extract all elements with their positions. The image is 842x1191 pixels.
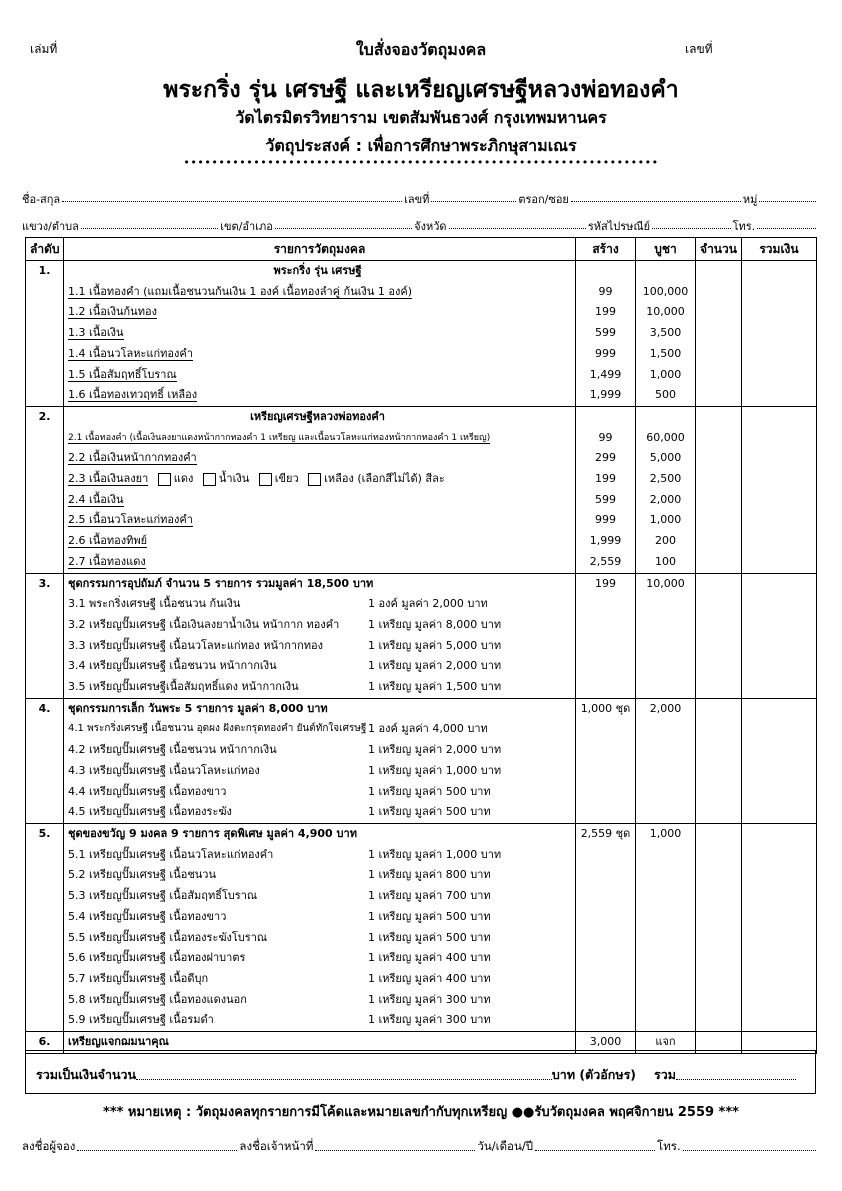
table-row [26,282,817,303]
made-count: 2,559 [576,552,636,573]
set-item-row [26,928,817,949]
set-item-value: 1 เหรียญ มูลค่า 500 บาท [368,909,491,923]
set-item-name: 5.7 เหรียญปั๊มเศรษฐี เนื้อดีบุก [68,971,209,985]
set-item-name: 3.4 เหรียญปั๊มเศรษฐี เนื้อชนวน หน้ากากเงิน [68,659,277,673]
set-item-name: 4.5 เหรียญปั๊มเศรษฐี เนื้อทองระฆัง [68,805,232,819]
item-name: 1.4 เนื้อนวโลหะแก่ทองคำ [68,346,193,360]
subdistrict-label: แขวง/ตำบล [22,220,79,233]
group-row-1 [26,261,817,282]
item-name: 2.2 เนื้อเงินหน้ากากทองคำ [68,451,197,465]
table-row [26,365,817,386]
table-row [26,552,817,573]
set-item-name: 5.9 เหรียญปั๊มเศรษฐี เนื้อรมดำ [68,1013,214,1027]
color-yellow-checkbox[interactable] [308,473,321,486]
set-item-value: 1 เหรียญ มูลค่า 400 บาท [368,951,491,965]
set-item-value: 1 เหรียญ มูลค่า 8,000 บาท [368,617,502,631]
made-count: 99 [576,282,636,303]
qty-cell[interactable] [696,302,742,323]
made-count: 2,559 ชุด [576,823,636,844]
price: 2,500 [636,469,696,490]
color-red-label: แดง [173,472,194,486]
date-field[interactable] [535,1138,655,1151]
set-item-name: 5.4 เหรียญปั๊มเศรษฐี เนื้อทองขาว [68,909,227,923]
set-item-row [26,636,817,657]
group-title: ชุดกรรมการเล็ก วันพระ 5 รายการ มูลค่า 8,000 บาท [64,698,576,719]
set-item-value: 1 เหรียญ มูลค่า 2,000 บาท [368,659,502,673]
set-item-name: 3.3 เหรียญปั๊มเศรษฐี เนื้อนวโลหะแก่ทอง หน้ากากทอง [68,638,323,652]
purpose-line: วัตถุประสงค์ : เพื่อการศึกษาพระภิกษุสามเณร [265,136,577,155]
group-number: 5. [26,823,64,844]
total-cell[interactable] [742,573,817,594]
province-label: จังหวัด [414,220,447,233]
set-item-name: 3.1 พระกริ่งเศรษฐี เนื้อชนวน ก้นเงิน [68,597,241,611]
set-item-row [26,948,817,969]
tel-field[interactable] [757,217,816,229]
item-name: 2.1 เนื้อทองคำ (เนื้อเงินลงยาแดงหน้ากากทองคำ 1 เหรียญ และเนื้อนวโลหะแก่ทองหน้ากากทองคำ 1 เหรียญ) [68,432,491,443]
made-count: 1,999 [576,531,636,552]
group-row-4 [26,698,817,719]
set-item-name: 3.5 เหรียญปั๊มเศรษฐีเนื้อสัมฤทธิ์แดง หน้ากากเงิน [68,680,299,694]
remark-note: *** หมายเหตุ : วัตถุมงคลทุกรายการมีโค้ดและหมายเลขกำกับทุกเหรียญ ●●รับวัตถุมงคล พฤศจิกายน 2559 *** [103,1105,739,1120]
total-cell[interactable] [742,365,817,386]
made-count: 199 [576,302,636,323]
made-count: 1,499 [576,365,636,386]
form-title: ใบสั่งจองวัตถุมงคล [355,40,487,59]
item-name: 2.6 เนื้อทองทิพย์ [68,534,148,548]
set-item-row [26,594,817,615]
set-item-value: 1 เหรียญ มูลค่า 800 บาท [368,868,491,882]
group-row-5 [26,823,817,844]
table-row-enamel [26,469,817,490]
set-item-name: 5.2 เหรียญปั๊มเศรษฐี เนื้อชนวน [68,868,216,882]
qty-cell[interactable] [696,531,742,552]
table-row [26,531,817,552]
set-item-value: 1 เหรียญ มูลค่า 300 บาท [368,1013,491,1027]
qty-cell[interactable] [696,323,742,344]
qty-cell[interactable] [696,823,742,844]
postcode-field[interactable] [652,217,730,229]
qty-cell[interactable] [696,406,742,427]
qty-cell[interactable] [696,490,742,511]
item-name: 1.2 เนื้อเงินก้นทอง [68,305,157,319]
price: 10,000 [636,573,696,594]
total-cell[interactable] [742,531,817,552]
set-item-name: 4.4 เหรียญปั๊มเศรษฐี เนื้อทองขาว [68,784,227,798]
signature-row [22,1138,818,1156]
total-cell[interactable] [742,448,817,469]
set-item-row [26,782,817,803]
total-cell[interactable] [742,344,817,365]
set-item-value: 1 องค์ มูลค่า 4,000 บาท [368,722,488,736]
set-item-value: 1 เหรียญ มูลค่า 5,000 บาท [368,638,502,652]
set-item-row [26,740,817,761]
set-item-row [26,677,817,698]
qty-cell[interactable] [696,385,742,406]
tel-label: โทร. [732,220,756,233]
moo-label: หมู่ [742,193,758,206]
group-number: 1. [26,261,64,282]
address-row-2 [22,217,818,235]
set-item-value: 1 เหรียญ มูลค่า 1,500 บาท [368,680,502,694]
set-item-row [26,886,817,907]
color-green-label: เขียว [274,472,299,486]
group-number: 3. [26,573,64,594]
total-label: รวมเป็นเงินจำนวน [36,1067,137,1082]
total-cell[interactable] [742,428,817,449]
subdistrict-field[interactable] [81,217,218,229]
set-item-row [26,845,817,866]
table-row [26,428,817,449]
set-item-value: 1 เหรียญ มูลค่า 500 บาท [368,930,491,944]
table-row [26,302,817,323]
set-item-row [26,761,817,782]
set-item-value: 1 เหรียญ มูลค่า 500 บาท [368,805,491,819]
alley-label: ตรอก/ซอย [518,193,569,206]
set-item-name: 5.1 เหรียญปั๊มเศรษฐี เนื้อนวโลหะแก่ทองคำ [68,847,274,861]
total-cell[interactable] [742,385,817,406]
set-item-value: 1 องค์ มูลค่า 2,000 บาท [368,597,488,611]
officer-sign-label: ลงชื่อเจ้าหน้าที่ [239,1139,314,1153]
table-row [26,448,817,469]
qty-cell[interactable] [696,365,742,386]
header-total: รวมเงิน [742,238,817,261]
qty-cell[interactable] [696,261,742,282]
qty-cell[interactable] [696,510,742,531]
set-item-row [26,802,817,823]
group-title: ชุดกรรมการอุปถัมภ์ จำนวน 5 รายการ รวมมูลค่า 18,500 บาท [64,573,576,594]
made-count: 3,000 [576,1032,636,1054]
price: 3,500 [636,323,696,344]
total-line [36,1065,796,1085]
item-name: 2.3 เนื้อเงินลงยา [68,472,149,486]
header-made: สร้าง [576,238,636,261]
set-item-name: 5.6 เหรียญปั๊มเศรษฐี เนื้อทองฝาบาตร [68,951,246,965]
qty-cell[interactable] [696,573,742,594]
main-title: พระกริ่ง รุ่น เศรษฐี และเหรียญเศรษฐีหลวงพ่อทองคำ [163,77,679,103]
color-blue-label: น้ำเงิน [218,472,250,486]
color-red-checkbox[interactable] [158,473,171,486]
tel-sign-field[interactable] [683,1138,816,1151]
group-number: 2. [26,406,64,427]
total-cell[interactable] [742,490,817,511]
made-count: 299 [576,448,636,469]
qty-cell[interactable] [696,344,742,365]
set-item-row [26,719,817,740]
set-item-row [26,990,817,1011]
qty-cell[interactable] [696,469,742,490]
total-cell[interactable] [742,282,817,303]
set-item-value: 1 เหรียญ มูลค่า 400 บาท [368,971,491,985]
item-name: 1.5 เนื้อสัมฤทธิ์โบราณ [68,367,177,381]
total-words-field[interactable] [136,1065,552,1080]
decorative-dots: •••••••••••••••••••••••••••••••••••••••••••••••••••••••••••••••••••• [183,156,659,169]
set-item-name: 5.3 เหรียญปั๊มเศรษฐี เนื้อสัมฤทธิ์โบราณ [68,889,258,903]
price: 5,000 [636,448,696,469]
total-cell[interactable] [742,406,817,427]
price: 100,000 [636,282,696,303]
set-item-row [26,969,817,990]
address-row-1 [22,190,818,208]
house-no-label: เลขที่ [404,193,430,206]
set-item-value: 1 เหรียญ มูลค่า 700 บาท [368,889,491,903]
price: 1,000 [636,823,696,844]
moo-field[interactable] [759,190,816,202]
table-header-row [26,238,817,261]
document-number-label: เลขที่ [685,42,713,56]
total-cell[interactable] [742,469,817,490]
set-item-row [26,656,817,677]
qty-cell[interactable] [696,698,742,719]
total-cell[interactable] [742,698,817,719]
orderer-sign-field[interactable] [77,1138,237,1151]
header-price: บูชา [636,238,696,261]
color-blue-checkbox[interactable] [203,473,216,486]
total-sum-label: รวม [654,1067,676,1082]
made-count: 599 [576,490,636,511]
group-title: ชุดของขวัญ 9 มงคล 9 รายการ สุดพิเศษ มูลค่า 4,900 บาท [64,823,576,844]
set-item-name: 5.5 เหรียญปั๊มเศรษฐี เนื้อทองระฆังโบราณ [68,930,268,944]
alley-field[interactable] [571,190,741,202]
group-title: เหรียญแจกฌมนาคุณ [64,1032,576,1054]
set-item-value: 1 เหรียญ มูลค่า 1,000 บาท [368,847,502,861]
district-label: เขต/อำเภอ [220,220,273,233]
price: 1,000 [636,365,696,386]
made-count: 999 [576,510,636,531]
price: 2,000 [636,698,696,719]
item-name: 1.1 เนื้อทองคำ (แถมเนื้อชนวนก้นเงิน 1 องค์ เนื้อทองลำคู่ ก้นเงิน 1 องค์) [68,284,412,298]
price: แจก [636,1032,696,1054]
color-yellow-label: เหลือง (เลือกสีไม่ได้) สีละ [324,472,445,486]
set-item-name: 4.2 เหรียญปั๊มเศรษฐี เนื้อชนวน หน้ากากเงิน [68,743,277,757]
set-item-value: 1 เหรียญ มูลค่า 300 บาท [368,992,491,1006]
made-count: 99 [576,428,636,449]
set-item-name: 4.3 เหรียญปั๊มเศรษฐี เนื้อนวโลหะแก่ทอง [68,763,260,777]
total-sum-field[interactable] [676,1065,796,1080]
made-count: 599 [576,323,636,344]
total-cell[interactable] [742,823,817,844]
qty-cell[interactable] [696,552,742,573]
total-cell[interactable] [742,510,817,531]
set-item-value: 1 เหรียญ มูลค่า 2,000 บาท [368,743,502,757]
total-words-label: บาท (ตัวอักษร) [551,1067,637,1082]
price: 2,000 [636,490,696,511]
price: 500 [636,385,696,406]
made-count: 999 [576,344,636,365]
item-name: 2.4 เนื้อเงิน [68,492,124,506]
date-label: วัน/เดือน/ปี [477,1139,533,1153]
temple-name: วัดไตรมิตรวิทยาราม เขตสัมพันธวงศ์ กรุงเทพมหานคร [235,108,607,127]
total-cell[interactable] [742,323,817,344]
total-cell[interactable] [742,261,817,282]
item-name: 1.3 เนื้อเงิน [68,326,124,340]
price: 60,000 [636,428,696,449]
item-name: 1.6 เนื้อทองเทวฤทธิ์ เหลือง [68,388,198,402]
province-field[interactable] [449,217,586,229]
orderer-sign-label: ลงชื่อผู้จอง [22,1139,76,1153]
house-no-field[interactable] [431,190,516,202]
officer-sign-field[interactable] [315,1138,475,1151]
group-row-3 [26,573,817,594]
set-item-row [26,907,817,928]
table-row [26,344,817,365]
price: 200 [636,531,696,552]
set-item-value: 1 เหรียญ มูลค่า 1,000 บาท [368,763,502,777]
made-count: 1,000 ชุด [576,698,636,719]
order-table [25,237,817,1054]
set-item-value: 1 เหรียญ มูลค่า 500 บาท [368,784,491,798]
group-title: พระกริ่ง รุ่น เศรษฐี [64,261,576,282]
name-label: ชื่อ-สกุล [22,193,61,206]
name-field[interactable] [62,190,402,202]
total-cell[interactable] [742,552,817,573]
item-name: 2.7 เนื้อทองแดง [68,554,146,568]
set-item-row [26,615,817,636]
made-count: 199 [576,469,636,490]
table-row [26,490,817,511]
tel-sign-label: โทร. [657,1139,681,1153]
price: 1,500 [636,344,696,365]
group-row-2 [26,406,817,427]
set-item-row [26,1010,817,1031]
made-count: 1,999 [576,385,636,406]
header-item: รายการวัตถุมงคล [64,238,576,261]
table-row [26,385,817,406]
total-box [25,1050,816,1094]
set-item-row [26,865,817,886]
table-row [26,323,817,344]
price: 1,000 [636,510,696,531]
set-item-name: 4.1 พระกริ่งเศรษฐี เนื้อชนวน อุดผง ฝังตะกรุดทองคำ ยันต์ทักใจเศรษฐี [68,723,367,735]
group-number: 4. [26,698,64,719]
total-cell[interactable] [742,302,817,323]
price: 100 [636,552,696,573]
qty-cell[interactable] [696,448,742,469]
district-field[interactable] [275,217,412,229]
table-row [26,510,817,531]
set-item-name: 3.2 เหรียญปั๊มเศรษฐี เนื้อเงินลงยาน้ำเงิน หน้ากาก ทองคำ [68,617,340,631]
price: 10,000 [636,302,696,323]
set-item-name: 5.8 เหรียญปั๊มเศรษฐี เนื้อทองแดงนอก [68,992,247,1006]
color-green-checkbox[interactable] [259,473,272,486]
book-number-label: เล่มที่ [30,42,58,56]
group-number: 6. [26,1032,64,1054]
item-name: 2.5 เนื้อนวโลหะแก่ทองคำ [68,513,193,527]
qty-cell[interactable] [696,282,742,303]
header-no: ลำดับ [26,238,64,261]
group-title: เหรียญเศรษฐีหลวงพ่อทองคำ [64,406,576,427]
header-qty: จำนวน [696,238,742,261]
postcode-label: รหัสไปรษณีย์ [587,220,651,233]
made-count: 199 [576,573,636,594]
qty-cell[interactable] [696,428,742,449]
